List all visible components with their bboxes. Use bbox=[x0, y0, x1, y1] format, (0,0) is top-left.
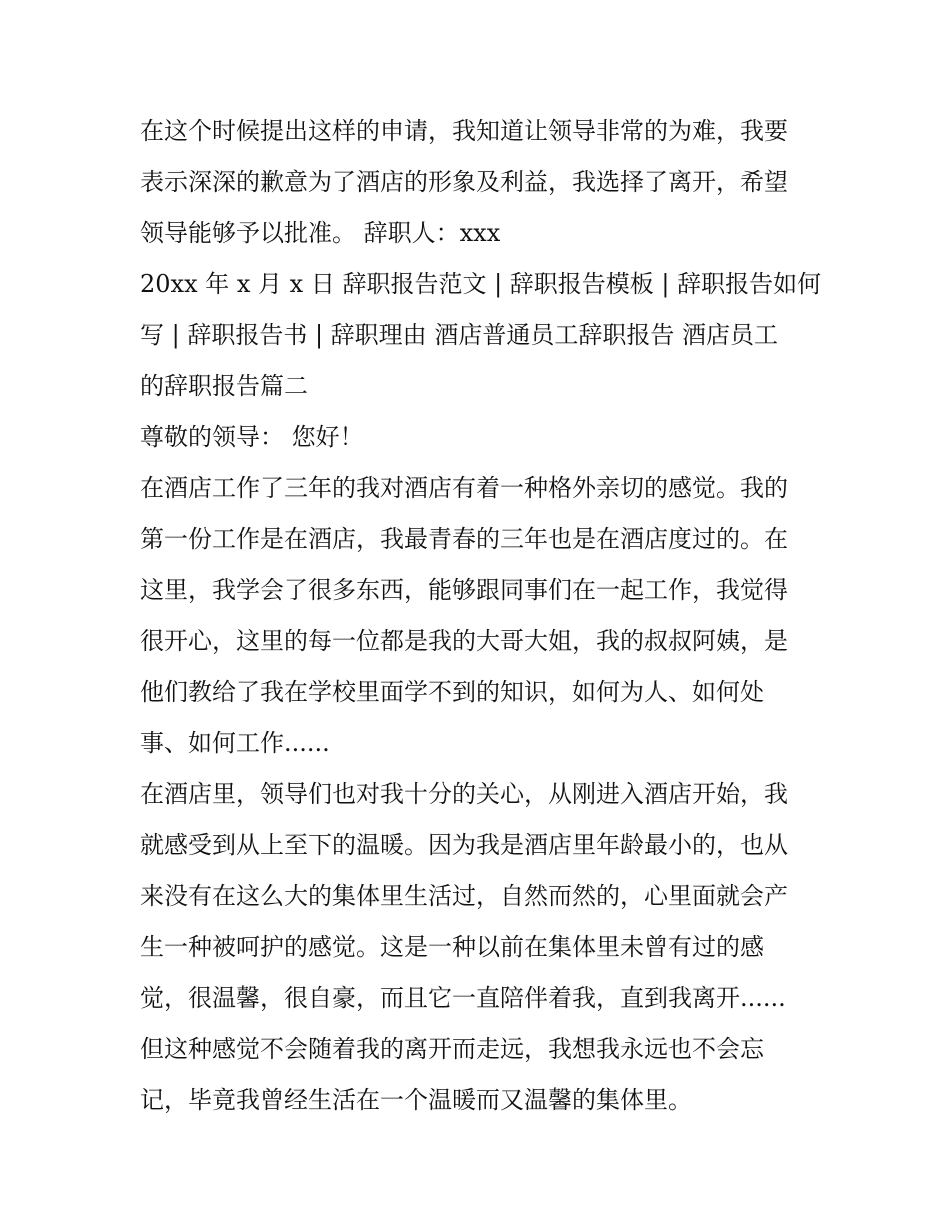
text-line-8: 在酒店工作了三年的我对酒店有着一种格外亲切的感觉。我的 bbox=[140, 474, 788, 502]
text-line-11: 很开心，这里的每一位都是我的大哥大姐，我的叔叔阿姨，是 bbox=[140, 627, 788, 655]
text-line-4: 20xx 年 x 月 x 日 辞职报告范文 | 辞职报告模板 | 辞职报告如何 bbox=[140, 270, 822, 298]
text-line-12: 他们教给了我在学校里面学不到的知识，如何为人、如何处 bbox=[140, 678, 764, 706]
text-line-18: 觉，很温馨，很自豪，而且它一直陪伴着我，直到我离开...... bbox=[140, 984, 786, 1012]
text-line-2: 表示深深的歉意为了酒店的形象及利益，我选择了离开，希望 bbox=[140, 168, 788, 196]
text-line-15: 就感受到从上至下的温暖。因为我是酒店里年龄最小的，也从 bbox=[140, 831, 788, 859]
text-line-3: 领导能够予以批准。 辞职人：xxx bbox=[140, 219, 501, 247]
text-line-16: 来没有在这么大的集体里生活过，自然而然的，心里面就会产 bbox=[140, 882, 788, 910]
text-line-5: 写 | 辞职报告书 | 辞职理由 酒店普通员工辞职报告 酒店员工 bbox=[140, 321, 778, 349]
text-line-19: 但这种感觉不会随着我的离开而走远，我想我永远也不会忘 bbox=[140, 1035, 764, 1063]
document-body bbox=[140, 106, 830, 1126]
text-line-20: 记，毕竟我曾经生活在一个温暖而又温馨的集体里。 bbox=[140, 1086, 692, 1114]
text-line-10: 这里，我学会了很多东西，能够跟同事们在一起工作，我觉得 bbox=[140, 576, 788, 604]
text-line-1: 在这个时候提出这样的申请，我知道让领导非常的为难，我要 bbox=[140, 117, 788, 145]
text-line-13: 事、如何工作...... bbox=[140, 729, 330, 757]
text-line-7: 尊敬的领导： 您好！ bbox=[140, 423, 364, 451]
text-line-14: 在酒店里，领导们也对我十分的关心，从刚进入酒店开始，我 bbox=[140, 780, 788, 808]
text-line-6: 的辞职报告篇二 bbox=[140, 372, 308, 400]
text-line-9: 第一份工作是在酒店，我最青春的三年也是在酒店度过的。在 bbox=[140, 525, 788, 553]
text-line-17: 生一种被呵护的感觉。这是一种以前在集体里未曾有过的感 bbox=[140, 933, 764, 961]
